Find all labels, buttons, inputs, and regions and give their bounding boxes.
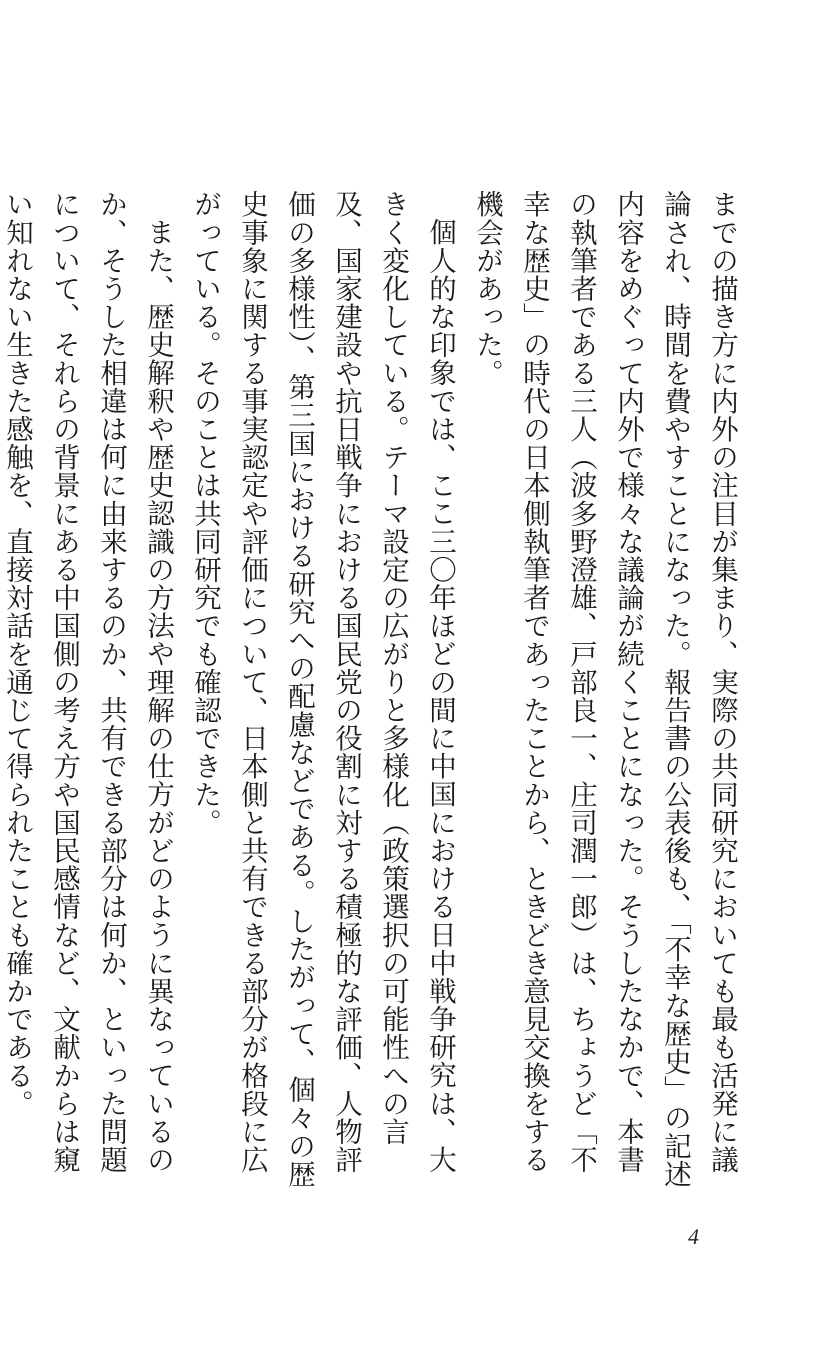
body-text	[1, 190, 745, 1200]
paragraph-2: 個人的な印象では、ここ三〇年ほどの間に中国における日中戦争研究は、大きく変化している。テーマ設定の広がりと多様化（政策選択の可能性への言及、国家建設や抗日戦争における国民党の役割に対する積極的な評価、人物評価の多様性）、第三国における研究への配慮などである。したがって、個々の歴史事象に関する事実認定や評価について、日本側と共有できる部分が格段に広がっている。そのことは共同研究でも確認できた。	[189, 190, 456, 1188]
page-number: 4	[688, 1224, 699, 1249]
paragraph-1: までの描き方に内外の注目が集まり、実際の共同研究においても最も活発に議論され、時間を費やすことになった。報告書の公表後も、「不幸な歴史」の記述内容をめぐって内外で様々な議論が続くことになった。そうしたなかで、本書の執筆者である三人（波多野澄雄、戸部良一、庄司潤一郎）は、ちょうど「不幸な歴史」の時代の日本側執筆者であったことから、ときどき意見交換をする機会があった。	[471, 190, 738, 1188]
paragraph-3: また、歴史解釈や歴史認識の方法や理解の仕方がどのように異なっているのか、そうした相違は何に由来するのか、共有できる部分は何か、といった問題について、それらの背景にある中国側の考え方や国民感情など、文献からは窺い知れない生きた感触を、直接対話を通じて得られたことも確かである。	[1, 190, 174, 1174]
